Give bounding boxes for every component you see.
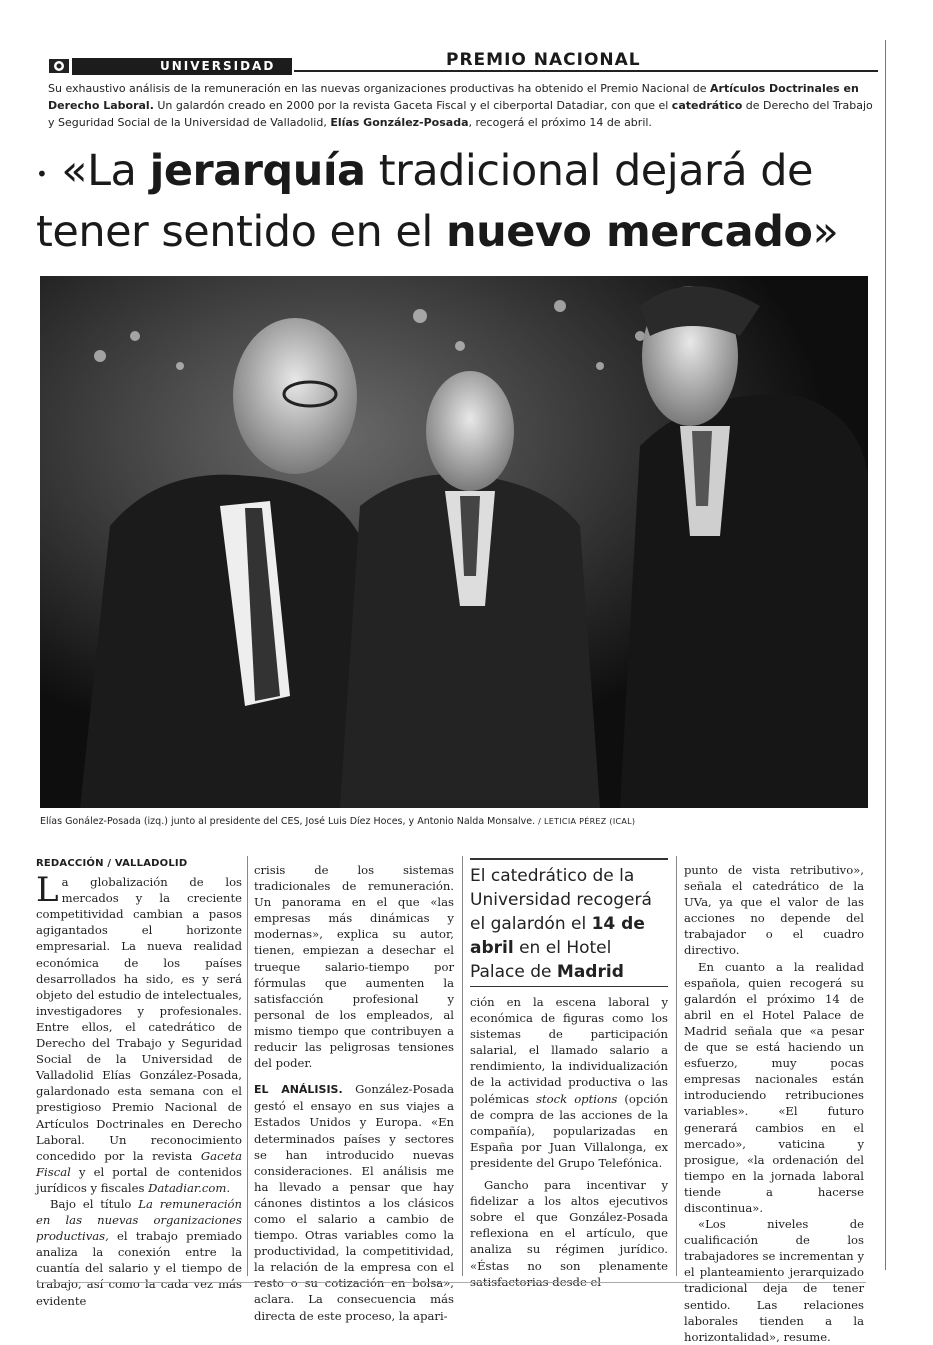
lead-paragraph: Su exhaustivo análisis de la remuneración en las nuevas organizaciones productivas ha obtenido el Premio Nacional de Artículos Doctrinales en Derecho Laboral. Un galardón creado en 2000 por la revista Gaceta Fiscal y el ciberportal Datadiar, con que el catedrático de Derecho del Trabajo y Seguridad Social de la Universidad de Valladolid, Elías González-Posada, recogerá el próximo 14 de abril. [48,82,873,129]
kicker: PREMIO NACIONAL [440,50,647,70]
university-seal-icon [48,58,70,74]
article-column-2: crisis de los sistemas tradicionales de remuneración. Un panorama en el que «las empresas más dinámicas y modernas», explica su autor, tienen, empiezan a desechar el trueque salario-tiempo por fórmulas que aumenten la satisfacción profesional y personal de los empleados, al mismo tiempo que contribuyen a reducir las peligrosas tensiones del poder. EL ANÁLISIS. González-Posada gestó el ensayo en sus viajes a Estados Unidos y Europa. «En determinados países y sectores se han introducido nuevas consideraciones. El análisis me ha llevado a pensar que hay cánones distintos a los clásicos como el salario a cambio de tiempo. Otras variables como la productividad, la competitividad, la relación de la empresa con el resto o su cotización en bolsa», aclara. La consecuencia más directa de este proceso, la apari- [254,863,454,1323]
subhead: EL ANÁLISIS. [254,1083,343,1097]
pull-quote-rule [470,986,668,987]
section-tag: UNIVERSIDAD [72,58,292,75]
page-edge-rule [885,40,886,1270]
article-column-4: punto de vista retributivo», señala el catedrático de la UVa, ya que el valor de las acciones no depende del trabajador o el cuadro directivo. En cuanto a la realidad española, quien recogerá su galardón el próximo 14 de abril en el Hotel Palace de Madrid señala que «a pesar de que se está haciendo un esfuerzo, muy pocas empresas nacionales están introduciendo retribuciones variables». «El futuro generará cambios en el mercado», vaticina y prosigue, «la ordenación del tiempo en la jornada laboral tiende a hacerse discontinua». «Los niveles de cualificación de los trabajadores se incrementan y el planteamiento jerarquizado tradicional deja de tener sentido. Las relaciones laborales tienden a la horizontalidad», resume. [684,863,864,1344]
bottom-rule [36,1282,866,1283]
article-column-3: ción en la escena laboral y económica de figuras como los sistemas de participación salarial, el llamado salario a rendimiento, la individualización de la actividad productiva o las polémicas stock options (opción de compra de las acciones de la compañía), popularizadas en España por Juan Villalonga, ex presidente del Grupo Telefónica. Gancho para incentivar y fidelizar a los altos ejecutivos sobre el que González-Posada reflexiona en el artículo, que analiza su régimen jurídico. «Éstas no son plenamente satisfactorias desde el [470,995,668,1289]
column-divider [247,856,248,1276]
photo-credit: / LETICIA PÉREZ (ICAL) [538,817,636,826]
article-column-1: REDACCIÓN / VALLADOLID La globalización de los mercados y la creciente competitividad cambian a pasos agigantados el horizonte empresarial. La nueva realidad económica de los países desarrollados ha sido, es y será objeto del estudio de intelectuales, investigadores y profesionales. Entre ellos, el catedrático de Derecho del Trabajo y Seguridad Social de la Universidad de Valladolid Elías González-Posada, galardonado esta semana con el prestigioso Premio Nacional de Artículos Doctrinales en Derecho Laboral. Un reconocimiento concedido por la revista Gaceta Fiscal y el portal de contenidos jurídicos y fiscales Datadiar.com. Bajo el título La remuneración en las nuevas organizaciones productivas, el trabajo premiado analiza la conexión entre la cuantía del salario y el tiempo de trabajo, así como la cada vez más evidente [36,858,242,1308]
column-divider [462,856,463,1276]
byline: REDACCIÓN / VALLADOLID [36,858,188,869]
pull-quote: El catedrático de la Universidad recogerá el galardón el 14 de abril en el Hotel Palace de Madrid [470,858,668,984]
header-rule [294,70,878,72]
headline-bullet: • [36,161,48,186]
section-header [48,50,878,76]
headline: • «La jerarquía tradicional dejará de tener sentido en el nuevo mercado» [36,146,839,257]
column-divider [676,856,677,1276]
news-photo [40,276,868,808]
photo-caption: Elías Gonález-Posada (izq.) junto al presidente del CES, José Luis Díez Hoces, y Antonio Nalda Monsalve. / LETICIA PÉREZ (ICAL) [40,816,636,827]
drop-cap: L [36,870,59,911]
